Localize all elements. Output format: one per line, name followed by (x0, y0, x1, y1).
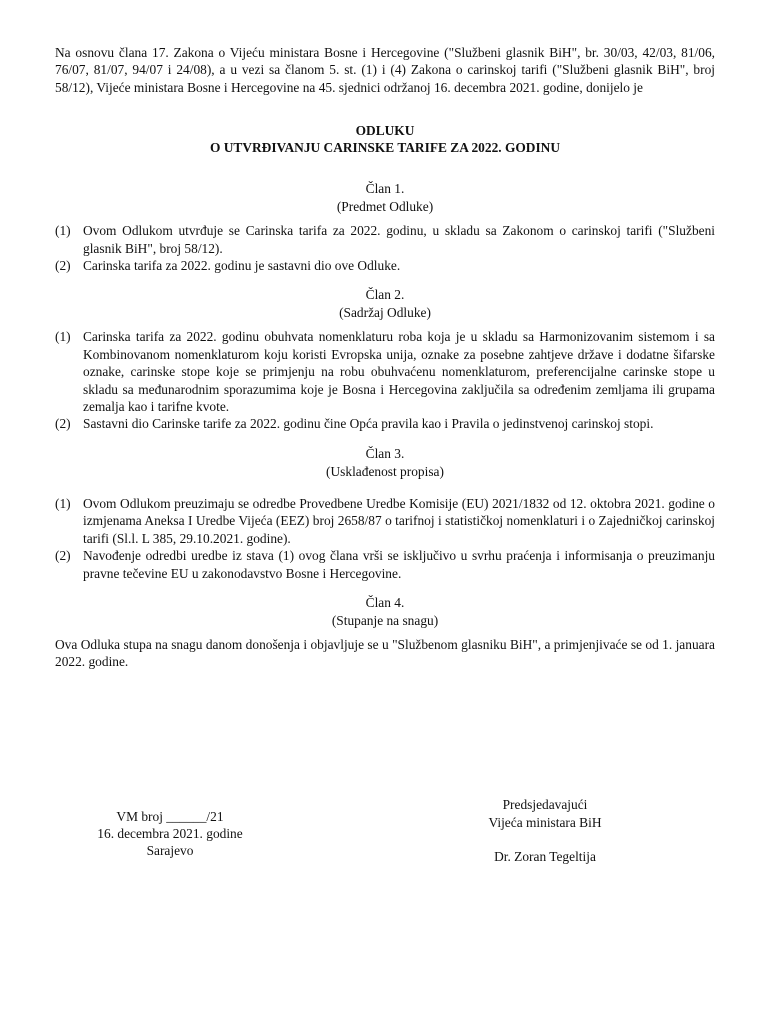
article-3-heading: Član 3. (365, 445, 405, 461)
signatory-title: Predsjedavajući (502, 797, 588, 812)
item-number: (1) (55, 329, 71, 345)
article-1-heading: Član 1. (365, 181, 405, 197)
item-text: Ovom Odlukom preuzimaju se odredbe Provedbene Uredbe Komisije (EU) 2021/1832 od 12. oktobra 2021. godine o izmjenama Aneksa I Uredbe Vijeća (EEZ) broj 2658/87 o tarifnoj i statističkoj nomenklaturi i o Zajedničkoj carinskoj tarifi (Sl.l. L 385, 29.10.2021. godine). (83, 495, 715, 546)
reference-number: VM broj ______/21 (116, 809, 224, 824)
title-line-1: ODLUKU (355, 123, 415, 139)
article-3-header (55, 445, 715, 481)
list-item (55, 495, 715, 547)
article-2-heading: Član 2. (365, 287, 405, 303)
list-item (55, 415, 715, 432)
list-item (55, 257, 715, 274)
list-item (55, 547, 715, 582)
reference-block (85, 808, 255, 859)
title-line-2: O UTVRĐIVANJU CARINSKE TARIFE ZA 2022. GODINU (209, 140, 561, 156)
item-number: (2) (55, 416, 71, 432)
article-4-heading: Član 4. (365, 594, 405, 610)
item-number: (1) (55, 495, 71, 511)
item-text: Carinska tarifa za 2022. godinu obuhvata nomenklaturu roba koja je u skladu sa Harmonizovanim sistemom i sa Kombinovanom nomenklaturom koju koristi Evropska unija, oznake za posebne zahtjeve države i dodatne šifarske oznake, carinske stope koje se primjenju na robu obuhvaćenu nomenklaturom, preferencijalne carinske stope u skladu sa međunarodnim sporazumima koje je Bosna i Hercegovina zaključila sa određenim zemljama ili grupama zemalja kao i tarifne kvote. (83, 329, 715, 415)
item-text: Ovom Odlukom utvrđuje se Carinska tarifa za 2022. godinu, u skladu sa Zakonom o carinskoj tarifi ("Službeni glasnik BiH", broj 58/12). (83, 223, 715, 256)
item-text: Sastavni dio Carinske tarife za 2022. godinu čine Opća pravila kao i Pravila o jedinstvenoj carinskoj stopi. (83, 416, 654, 432)
intro-paragraph: Na osnovu člana 17. Zakona o Vijeću ministara Bosne i Hercegovine ("Službeni glasnik BiH", br. 30/03, 42/03, 81/06, 76/07, 81/07, 94/07 i 24/08), a u vezi sa članom 5. st. (1) i (4) Zakona o carinskoj tarifi ("Službeni glasnik BiH", broj 58/12), Vijeće ministara Bosne i Hercegovine na 45. sjednici održanoj 16. decembra 2021. godine, donijelo je (55, 45, 715, 95)
item-number: (2) (55, 548, 71, 564)
signature-block (460, 796, 630, 866)
list-item (55, 222, 715, 257)
list-item (55, 328, 715, 415)
article-1-header (55, 180, 715, 216)
signatory-name: Dr. Zoran Tegeltija (494, 849, 596, 864)
article-3-subheading: (Usklađenost propisa) (326, 463, 444, 479)
reference-date: 16. decembra 2021. godine (97, 826, 243, 841)
article-3-items (55, 495, 715, 582)
item-number: (1) (55, 223, 71, 239)
article-1-subheading: (Predmet Odluke) (336, 199, 434, 215)
signature-space (460, 831, 630, 848)
article-2-items (55, 328, 715, 432)
item-text: Carinska tarifa za 2022. godinu je sastavni dio ove Odluke. (83, 258, 401, 274)
article-1-items (55, 222, 715, 274)
signatory-body: Vijeća ministara BiH (488, 814, 602, 830)
item-text: Navođenje odredbi uredbe iz stava (1) ovog člana vrši se isključivo u svrhu praćenja i informisanja o preuzimanju pravne tečevine EU u zakonodavstvo Bosne i Hercegovine. (83, 548, 715, 581)
item-number: (2) (55, 258, 71, 274)
document-page (55, 44, 715, 671)
article-4-subheading: (Stupanje na snagu) (331, 612, 439, 628)
article-2-subheading: (Sadržaj Odluke) (339, 305, 431, 321)
article-4-header (55, 594, 715, 630)
reference-place: Sarajevo (146, 843, 194, 858)
document-title (55, 122, 715, 156)
article-2-header (55, 286, 715, 322)
article-4-body: Ova Odluka stupa na snagu danom donošenja i objavljuje se u "Službenom glasniku BiH", a primjenjivaće se od 1. januara 2022. godine. (55, 636, 715, 670)
